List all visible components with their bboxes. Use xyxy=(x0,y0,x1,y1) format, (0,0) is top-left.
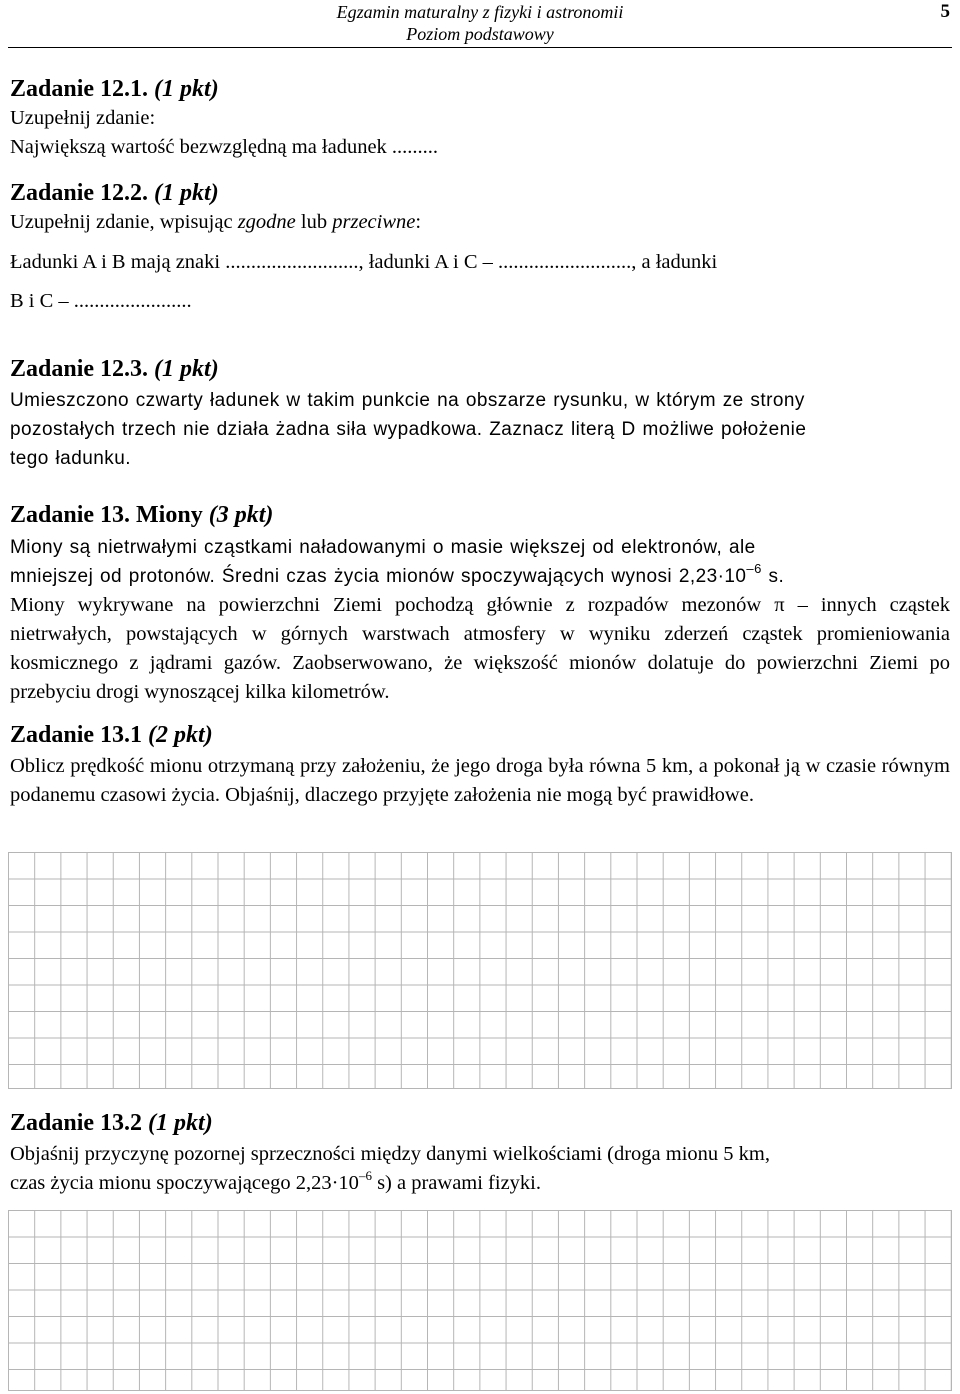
task-13-line1: Miony są nietrwałymi cząstkami naładowanymi o masie większej od elektronów, ale xyxy=(10,537,756,558)
task-12-2-instruction: Uzupełnij zdanie, wpisując zgodne lub przeciwne: xyxy=(10,211,422,233)
task-13-2-heading: Zadanie 13.2 (1 pkt) xyxy=(10,1110,213,1136)
task-12-1-points: (1 pkt) xyxy=(154,76,219,102)
task-13-1-heading: Zadanie 13.1 (2 pkt) xyxy=(10,722,213,748)
task-12-1 xyxy=(10,74,950,162)
task-12-2-sentence-line2: B i C – ....................... xyxy=(10,290,192,312)
exam-title: Egzamin maturalny z fizyki i astronomii xyxy=(336,2,624,22)
task-12-2-points: (1 pkt) xyxy=(154,180,219,206)
answer-grid-13-1[interactable] xyxy=(8,852,952,1089)
task-12-3-points: (1 pkt) xyxy=(154,356,219,382)
task-13-1-text: Oblicz prędkość mionu otrzymaną przy założeniu, że jego droga była równa 5 km, a pokonał ją w czasie równym podanemu czasowi życia. Objaśnij, dlaczego przyjęte założenia nie mogą być prawidłowe. xyxy=(10,755,950,806)
exponent: –6 xyxy=(746,561,762,576)
task-12-1-heading: Zadanie 12.1. (1 pkt) xyxy=(10,76,219,102)
task-13-heading: Zadanie 13. Miony (3 pkt) xyxy=(10,502,274,528)
task-12-2 xyxy=(10,178,950,316)
task-13-1 xyxy=(10,720,950,810)
task-12-2-sentence-line1: Ładunki A i B mają znaki .........................., ładunki A i C – .........................., a ładunki xyxy=(10,251,718,273)
answer-grid-13-2[interactable] xyxy=(8,1210,952,1391)
header-text xyxy=(300,1,660,45)
task-12-3 xyxy=(10,354,950,473)
header-rule xyxy=(8,47,952,48)
task-13-2 xyxy=(10,1108,950,1198)
task-13-1-points: (2 pkt) xyxy=(148,722,213,748)
task-12-2-heading: Zadanie 12.2. (1 pkt) xyxy=(10,180,219,206)
task-13-2-points: (1 pkt) xyxy=(148,1110,213,1136)
page-header xyxy=(0,0,960,50)
exponent: –6 xyxy=(358,1168,372,1183)
task-13-2-line1: Objaśnij przyczynę pozornej sprzeczności między danymi wielkościami (droga mionu 5 km, xyxy=(10,1143,770,1165)
task-13-paragraph: Miony wykrywane na powierzchni Ziemi pochodzą głównie z rozpadów mezonów π – innych cząstek nietrwałych, powstających w górnych warstwach atmosfery w wyniku zderzeń cząstek promieniowania kosmicznego z jądrami gazów. Zaobserwowano, że większość mionów dolatuje do powierzchni Ziemi po przebyciu drogi wynoszącej kilka kilometrów. xyxy=(10,594,950,703)
task-13-2-line2: czas życia mionu spoczywającego $2,23\cdot 10^{-6}$ s) a prawami fizyki. xyxy=(10,1168,542,1194)
task-12-3-line1: Umieszczono czwarty ładunek w takim punkcie na obszarze rysunku, w którym ze strony xyxy=(10,390,805,411)
task-13-line2: mniejszej od protonów. Średni czas życia mionów spoczywających wynosi $2,23\cdot 10^{-6}$ s. xyxy=(10,561,785,587)
task-13-points: (3 pkt) xyxy=(208,502,274,528)
task-12-3-line2: pozostałych trzech nie działa żadna siła wypadkowa. Zaznacz literą D możliwe położenie xyxy=(10,419,807,440)
page-number: 5 xyxy=(940,1,950,22)
task-13 xyxy=(10,500,950,707)
task-12-3-line3: tego ładunku. xyxy=(10,448,131,469)
task-12-1-sentence: Największą wartość bezwzględną ma ładunek ......... xyxy=(10,136,439,158)
task-12-3-heading: Zadanie 12.3. (1 pkt) xyxy=(10,356,219,382)
exam-level: Poziom podstawowy xyxy=(406,24,554,44)
task-12-1-instruction: Uzupełnij zdanie: xyxy=(10,107,156,129)
